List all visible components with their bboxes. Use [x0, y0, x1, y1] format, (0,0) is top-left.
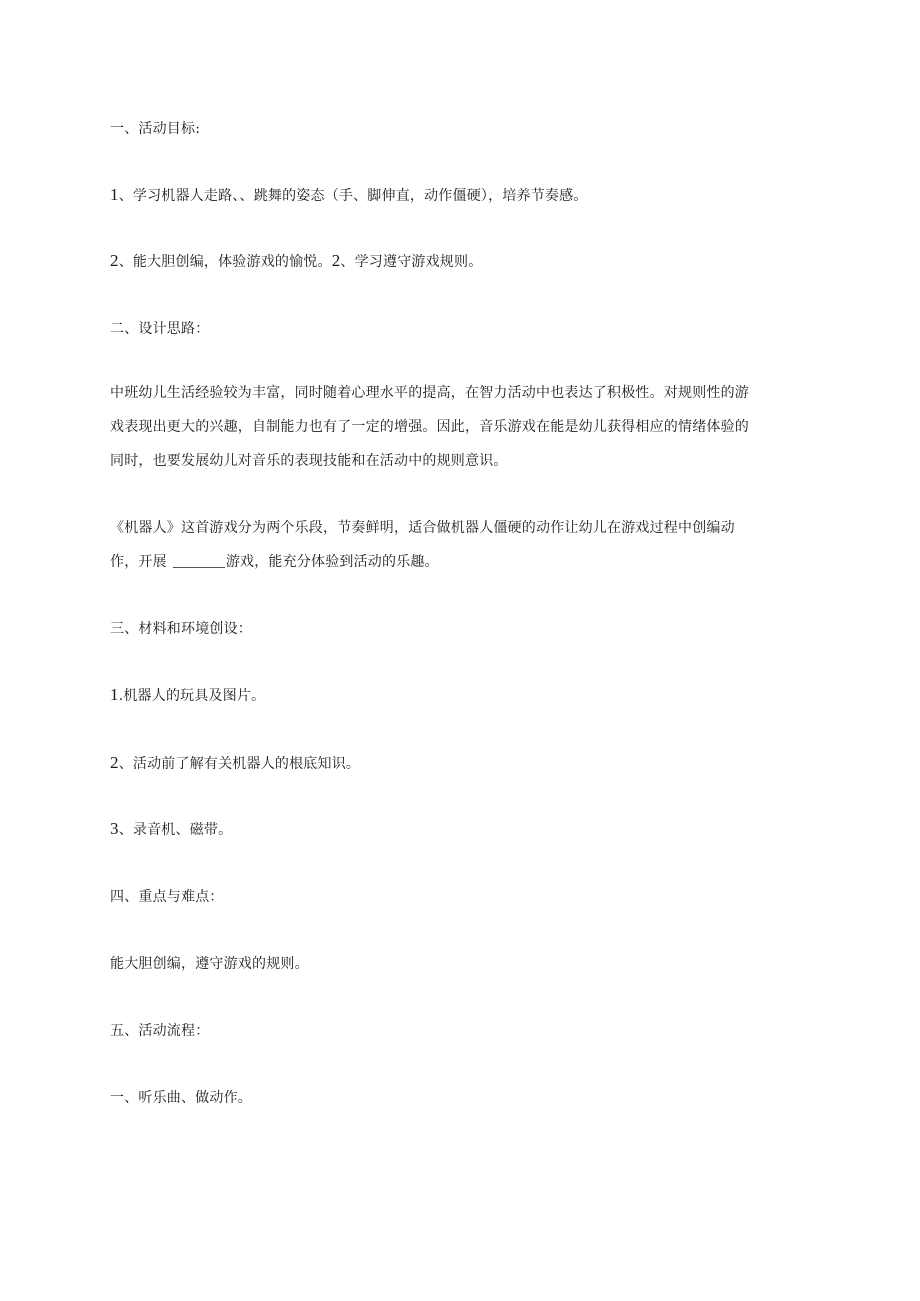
goal-item-1-number: 1 — [110, 185, 119, 204]
fill-in-blank — [173, 553, 225, 568]
process-step-1: 一、听乐曲、做动作。 — [110, 1090, 252, 1106]
goal-item-2-text-a: 、能大胆创编，体验游戏的愉悦。 — [118, 254, 332, 270]
material-item-2 — [110, 754, 790, 773]
goal-item-1 — [110, 186, 790, 205]
goal-item-2b-number: 2 — [331, 251, 341, 270]
design-paragraph-2-line-2 — [110, 545, 790, 579]
material-item-3-text: 、录音机、磁带。 — [118, 822, 233, 838]
material-item-3-number: 3 — [110, 819, 119, 838]
material-item-1-text: .机器人的玩具及图片。 — [118, 688, 266, 704]
design-paragraph-1 — [110, 376, 790, 478]
goal-item-2-text-b: 、学习遵守游戏规则。 — [340, 254, 483, 270]
material-item-1 — [110, 686, 790, 705]
goal-item-2-number: 2 — [110, 251, 119, 270]
material-item-2-number: 2 — [110, 753, 119, 772]
material-item-3 — [110, 820, 790, 839]
section-heading-focus: 四、重点与难点： — [110, 889, 224, 905]
focus-text: 能大胆创编，遵守游戏的规则。 — [110, 956, 309, 972]
design-paragraph-2-line-1: 《机器人》这首游戏分为两个乐段，节奏鲜明，适合做机器人僵硬的动作让幼儿在游戏过程中创编动 — [110, 520, 735, 536]
design-paragraph-1-line: 同时，也要发展幼儿对音乐的表现技能和在活动中的规则意识。 — [110, 453, 508, 469]
goal-item-2 — [110, 252, 790, 271]
material-item-2-text: 、活动前了解有关机器人的根底知识。 — [118, 756, 361, 772]
section-heading-goals: 一、活动目标: — [110, 121, 201, 137]
design-paragraph-1-line: 中班幼儿生活经验较为丰富，同时随着心理水平的提高，在智力活动中也表达了积极性。对规则性的游 — [110, 385, 749, 401]
design-paragraph-1-line: 戏表现出更大的兴趣，自制能力也有了一定的增强。因此，音乐游戏在能是幼儿获得相应的情绪体验的 — [110, 419, 749, 435]
section-heading-materials: 三、材料和环境创设： — [110, 621, 252, 637]
section-heading-process: 五、活动流程： — [110, 1023, 210, 1039]
design-paragraph-2-line-2-a: 作，开展 — [110, 554, 167, 570]
design-paragraph-2 — [110, 511, 790, 579]
design-paragraph-2-line-2-b: 游戏，能充分体验到活动的乐趣。 — [225, 554, 439, 570]
goal-item-1-text: 、学习机器人走路、、跳舞的姿态（手、脚伸直，动作僵硬），培养节奏感。 — [118, 188, 588, 204]
section-heading-design: 二、设计思路： — [110, 321, 210, 337]
material-item-1-number: 1 — [110, 685, 119, 704]
